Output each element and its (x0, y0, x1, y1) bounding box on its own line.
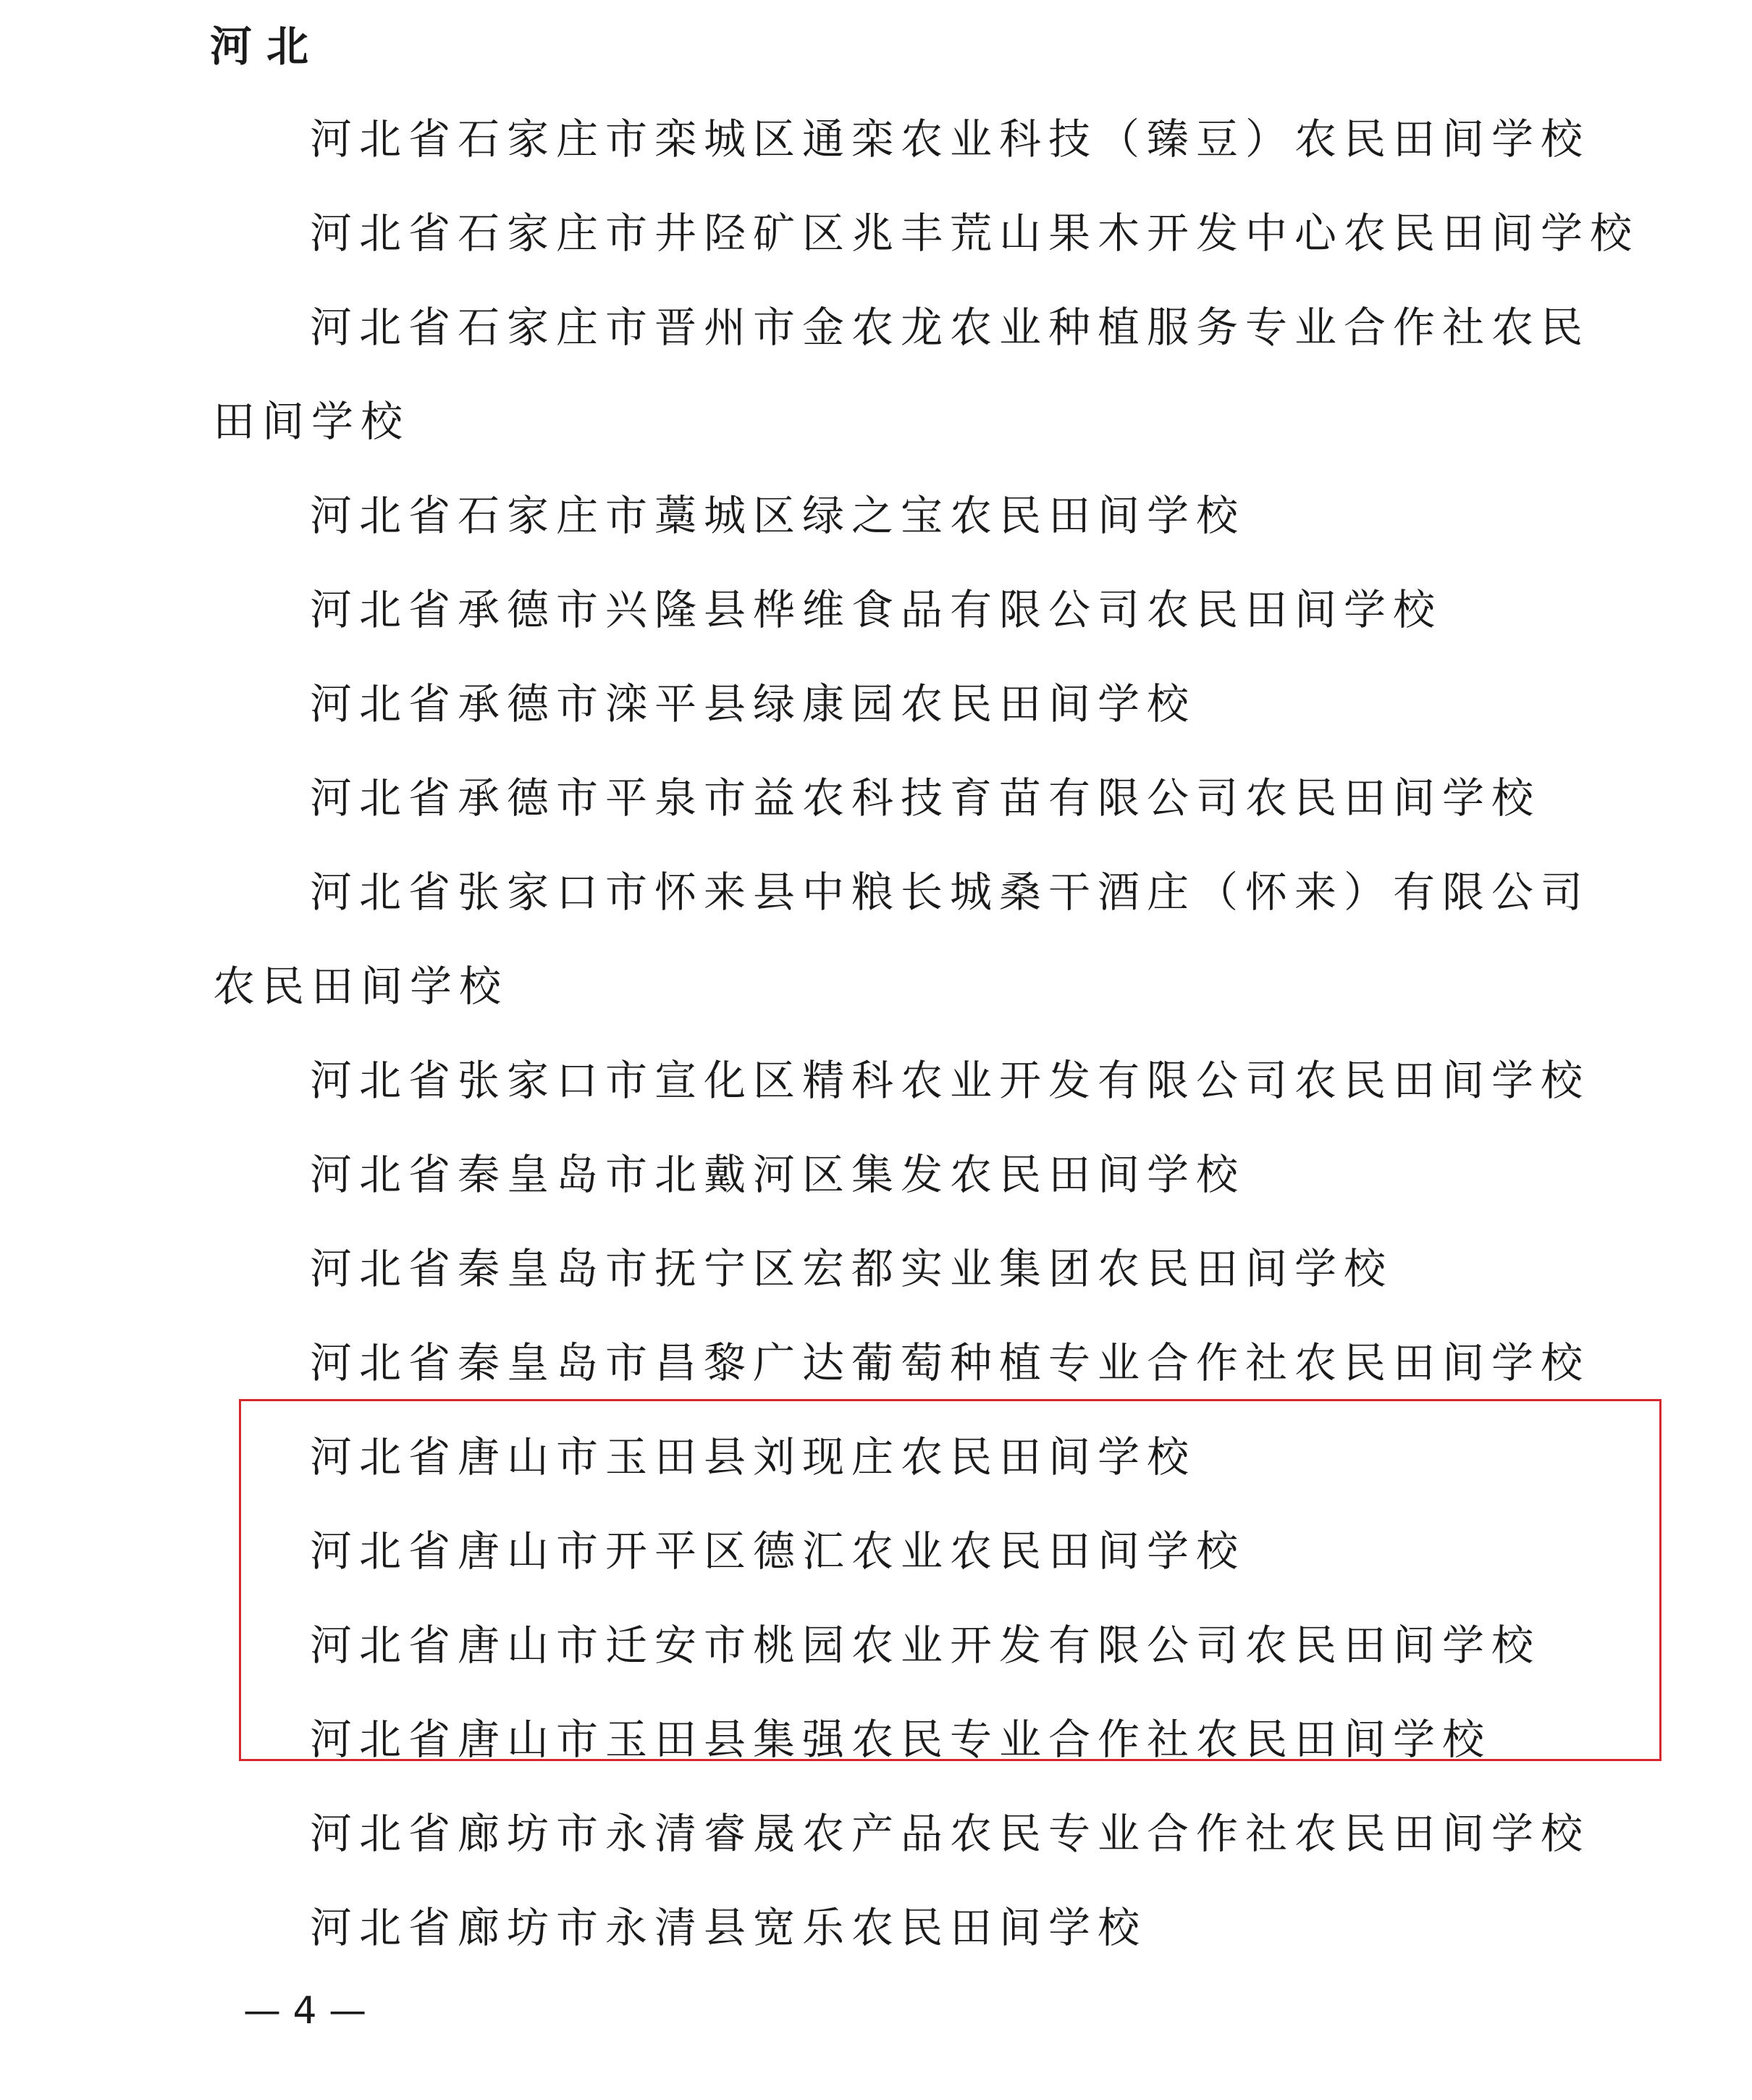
list-item: 河北省承德市滦平县绿康园农民田间学校 (310, 679, 1197, 728)
list-item-continuation: 田间学校 (213, 397, 410, 446)
highlighted-list-item: 河北省唐山市开平区德汇农业农民田间学校 (310, 1526, 1246, 1576)
list-item: 河北省承德市平泉市益农科技育苗有限公司农民田间学校 (310, 773, 1541, 823)
list-item: 河北省秦皇岛市抚宁区宏都实业集团农民田间学校 (310, 1244, 1394, 1293)
list-item: 河北省石家庄市栾城区通栾农业科技（臻豆）农民田间学校 (310, 114, 1591, 164)
list-item: 河北省石家庄市晋州市金农龙农业种植服务专业合作社农民 (310, 303, 1591, 352)
list-item: 河北省承德市兴隆县桦维食品有限公司农民田间学校 (310, 585, 1443, 634)
list-item: 河北省秦皇岛市昌黎广达葡萄种植专业合作社农民田间学校 (310, 1338, 1591, 1387)
section-heading: 河北 (210, 22, 324, 71)
list-item: 河北省张家口市怀来县中粮长城桑干酒庄（怀来）有限公司 (310, 868, 1591, 917)
list-item-continuation: 农民田间学校 (213, 962, 509, 1011)
list-item: 河北省张家口市宣化区精科农业开发有限公司农民田间学校 (310, 1056, 1591, 1105)
list-item: 河北省秦皇岛市北戴河区集发农民田间学校 (310, 1150, 1246, 1199)
page-number: — 4 — (243, 1989, 367, 2033)
list-item: 河北省廊坊市永清睿晟农产品农民专业合作社农民田间学校 (310, 1809, 1591, 1858)
highlighted-list-item: 河北省唐山市玉田县集强农民专业合作社农民田间学校 (310, 1715, 1492, 1764)
list-item: 河北省石家庄市藁城区绿之宝农民田间学校 (310, 491, 1246, 540)
highlighted-list-item: 河北省唐山市迁安市桃园农业开发有限公司农民田间学校 (310, 1621, 1541, 1670)
list-item: 河北省石家庄市井陉矿区兆丰荒山果木开发中心农民田间学校 (310, 209, 1640, 258)
list-item: 河北省廊坊市永清县宽乐农民田间学校 (310, 1903, 1147, 1952)
highlighted-list-item: 河北省唐山市玉田县刘现庄农民田间学校 (310, 1432, 1197, 1482)
